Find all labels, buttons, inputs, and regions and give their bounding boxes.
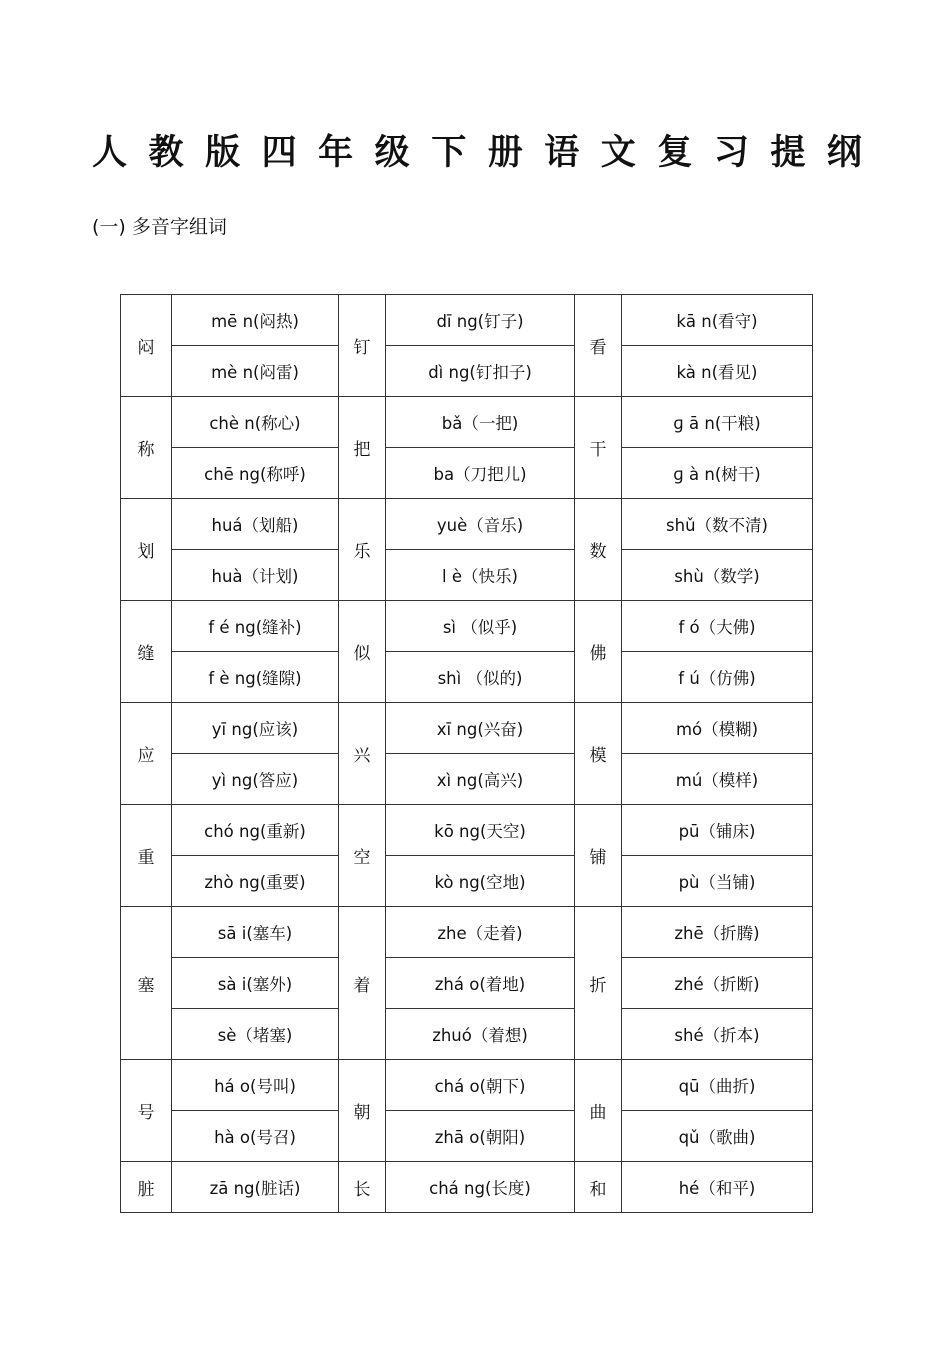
pinyin-word-cell: ɡ à n(树干) <box>622 448 813 499</box>
polyphone-char: 折 <box>575 907 622 1060</box>
pinyin-word-cell: zhē（折腾) <box>622 907 813 958</box>
pinyin-word-cell: dì ng(钉扣子) <box>386 346 575 397</box>
pinyin-word-cell: shǔ（数不清) <box>622 499 813 550</box>
pinyin-word-cell: f ú（仿佛) <box>622 652 813 703</box>
polyphone-char: 塞 <box>121 907 172 1060</box>
polyphone-char: 钉 <box>339 295 386 397</box>
pinyin-word-cell: yì ng(答应) <box>172 754 339 805</box>
pinyin-word-cell: kò ng(空地) <box>386 856 575 907</box>
title-char: 版 <box>205 133 241 173</box>
table-row <box>121 550 813 601</box>
pinyin-word-cell: há o(号叫) <box>172 1060 339 1111</box>
table-row <box>121 448 813 499</box>
pinyin-word-cell: l è（快乐) <box>386 550 575 601</box>
pinyin-word-cell: qū（曲折) <box>622 1060 813 1111</box>
polyphone-char: 佛 <box>575 601 622 703</box>
pinyin-word-cell: zhe（走着) <box>386 907 575 958</box>
table-row <box>121 397 813 448</box>
polyphone-char: 看 <box>575 295 622 397</box>
pinyin-word-cell: yī ng(应该) <box>172 703 339 754</box>
pinyin-word-cell: pū（铺床) <box>622 805 813 856</box>
page-title <box>92 128 862 172</box>
pinyin-word-cell: qǔ（歌曲) <box>622 1111 813 1162</box>
polyphone-char: 铺 <box>575 805 622 907</box>
pinyin-word-cell: chè n(称心) <box>172 397 339 448</box>
pinyin-word-cell: f ó（大佛) <box>622 601 813 652</box>
pinyin-word-cell: f é ng(缝补) <box>172 601 339 652</box>
pinyin-word-cell: shì （似的) <box>386 652 575 703</box>
pinyin-word-cell: chá o(朝下) <box>386 1060 575 1111</box>
title-char: 级 <box>374 133 410 173</box>
title-char: 习 <box>713 133 749 173</box>
polyphone-char: 着 <box>339 907 386 1060</box>
table-row <box>121 499 813 550</box>
table-row <box>121 907 813 958</box>
pinyin-word-cell: sì （似乎) <box>386 601 575 652</box>
pinyin-word-cell: zhé（折断) <box>622 958 813 1009</box>
polyphone-char: 缝 <box>121 601 172 703</box>
polyphone-char: 空 <box>339 805 386 907</box>
table-row <box>121 295 813 346</box>
polyphone-char: 数 <box>575 499 622 601</box>
polyphone-char: 兴 <box>339 703 386 805</box>
pinyin-word-cell: chó ng(重新) <box>172 805 339 856</box>
polyphone-char: 模 <box>575 703 622 805</box>
polyphone-char: 脏 <box>121 1162 172 1213</box>
pinyin-word-cell: sā i(塞车) <box>172 907 339 958</box>
title-char: 复 <box>657 133 693 173</box>
pinyin-word-cell: zhá o(着地) <box>386 958 575 1009</box>
polyphone-char: 干 <box>575 397 622 499</box>
pinyin-word-cell: dī ng(钉子) <box>386 295 575 346</box>
pinyin-word-cell: xī ng(兴奋) <box>386 703 575 754</box>
pinyin-word-cell: huà（计划) <box>172 550 339 601</box>
table-row <box>121 703 813 754</box>
pinyin-word-cell: pù（当铺) <box>622 856 813 907</box>
table-row <box>121 856 813 907</box>
pinyin-word-cell: ɡ ā n(干粮) <box>622 397 813 448</box>
pinyin-word-cell: chá ng(长度) <box>386 1162 575 1213</box>
polyphone-table <box>120 294 813 1213</box>
pinyin-word-cell: mē n(闷热) <box>172 295 339 346</box>
table-row <box>121 1009 813 1060</box>
pinyin-word-cell: kā n(看守) <box>622 295 813 346</box>
pinyin-word-cell: f è ng(缝隙) <box>172 652 339 703</box>
title-char: 提 <box>770 133 806 173</box>
pinyin-word-cell: yuè（音乐) <box>386 499 575 550</box>
title-char: 语 <box>544 133 580 173</box>
pinyin-word-cell: mó（模糊) <box>622 703 813 754</box>
pinyin-word-cell: sà i(塞外) <box>172 958 339 1009</box>
polyphone-char: 似 <box>339 601 386 703</box>
pinyin-word-cell: sè（堵塞) <box>172 1009 339 1060</box>
table-row <box>121 346 813 397</box>
table-row <box>121 1162 813 1213</box>
title-char: 下 <box>431 133 467 173</box>
pinyin-word-cell: mè n(闷雷) <box>172 346 339 397</box>
pinyin-word-cell: zhā o(朝阳) <box>386 1111 575 1162</box>
table-row <box>121 601 813 652</box>
polyphone-char: 朝 <box>339 1060 386 1162</box>
title-char: 年 <box>318 133 354 173</box>
pinyin-word-cell: chē ng(称呼) <box>172 448 339 499</box>
table-row <box>121 652 813 703</box>
title-char: 文 <box>600 133 636 173</box>
table-row <box>121 805 813 856</box>
pinyin-word-cell: zā ng(脏话) <box>172 1162 339 1213</box>
polyphone-char: 和 <box>575 1162 622 1213</box>
polyphone-char: 把 <box>339 397 386 499</box>
table-row <box>121 754 813 805</box>
pinyin-word-cell: kà n(看见) <box>622 346 813 397</box>
pinyin-word-cell: shé（折本) <box>622 1009 813 1060</box>
title-char: 四 <box>261 133 297 173</box>
pinyin-word-cell: hé（和平) <box>622 1162 813 1213</box>
polyphone-char: 应 <box>121 703 172 805</box>
polyphone-char: 划 <box>121 499 172 601</box>
pinyin-word-cell: kō ng(天空) <box>386 805 575 856</box>
table-row <box>121 958 813 1009</box>
pinyin-word-cell: ba（刀把儿) <box>386 448 575 499</box>
pinyin-word-cell: bǎ（一把) <box>386 397 575 448</box>
table-row <box>121 1060 813 1111</box>
polyphone-char: 长 <box>339 1162 386 1213</box>
title-char: 人 <box>92 133 128 173</box>
title-char: 教 <box>148 133 184 173</box>
polyphone-char: 号 <box>121 1060 172 1162</box>
table-row <box>121 1111 813 1162</box>
polyphone-char: 闷 <box>121 295 172 397</box>
pinyin-word-cell: huá（划船) <box>172 499 339 550</box>
polyphone-char: 称 <box>121 397 172 499</box>
polyphone-char: 乐 <box>339 499 386 601</box>
pinyin-word-cell: zhuó（着想) <box>386 1009 575 1060</box>
pinyin-word-cell: xì ng(高兴) <box>386 754 575 805</box>
section-heading: (一) 多音字组词 <box>92 216 227 238</box>
pinyin-word-cell: hà o(号召) <box>172 1111 339 1162</box>
title-char: 册 <box>487 133 523 173</box>
pinyin-word-cell: shù（数学) <box>622 550 813 601</box>
pinyin-word-cell: mú（模样) <box>622 754 813 805</box>
polyphone-char: 重 <box>121 805 172 907</box>
title-char: 纲 <box>826 133 862 173</box>
pinyin-word-cell: zhò ng(重要) <box>172 856 339 907</box>
polyphone-char: 曲 <box>575 1060 622 1162</box>
